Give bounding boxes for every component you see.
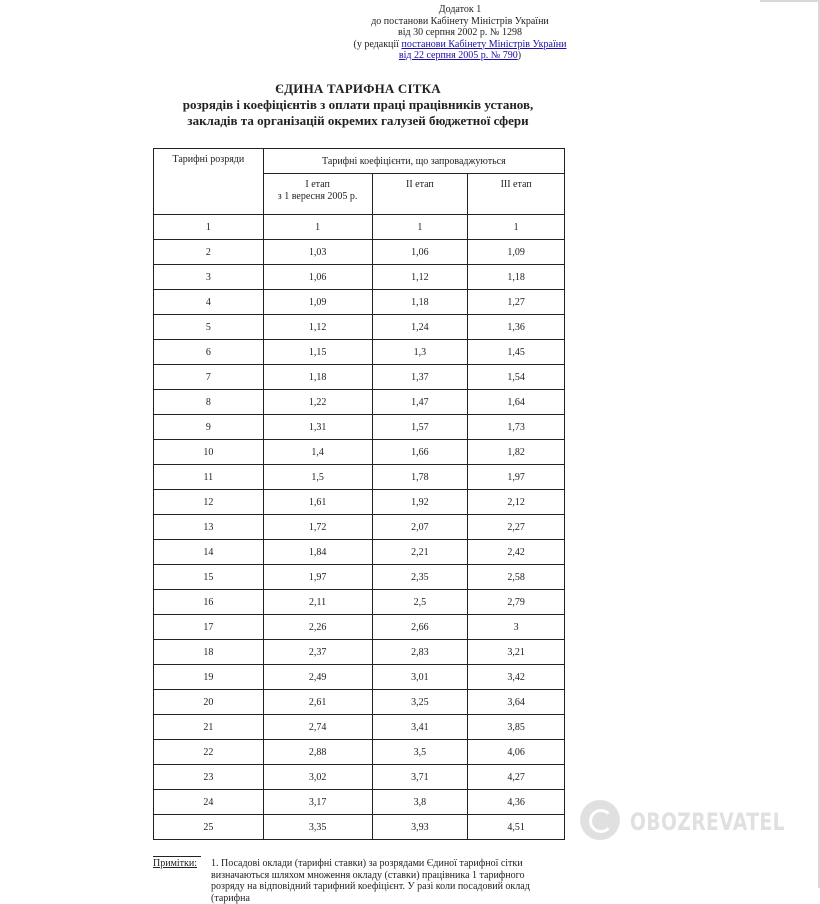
cell-stage-3: 3,85 bbox=[468, 715, 565, 740]
cell-grade: 7 bbox=[154, 365, 264, 390]
cell-stage-2: 3,71 bbox=[372, 765, 468, 790]
decree-reference: до постанови Кабінету Міністрів України bbox=[371, 15, 549, 27]
cell-stage-2: 3,01 bbox=[372, 665, 468, 690]
cell-stage-1: 2,61 bbox=[263, 690, 372, 715]
watermark bbox=[580, 798, 790, 848]
cell-stage-3: 1,73 bbox=[468, 415, 565, 440]
header-grade: Тарифні розряди bbox=[154, 149, 264, 215]
cell-stage-2: 1,18 bbox=[372, 290, 468, 315]
table-row bbox=[154, 440, 565, 465]
cell-grade: 25 bbox=[154, 815, 264, 840]
cell-stage-3: 3,21 bbox=[468, 640, 565, 665]
cell-stage-1: 1,72 bbox=[263, 515, 372, 540]
edition-note-date bbox=[340, 50, 580, 62]
cell-stage-1: 1,5 bbox=[263, 465, 372, 490]
notes-label: Примітки: bbox=[153, 858, 198, 869]
table-row bbox=[154, 290, 565, 315]
cell-stage-3: 3,64 bbox=[468, 690, 565, 715]
cell-stage-2: 1,3 bbox=[372, 340, 468, 365]
cell-stage-2: 1,78 bbox=[372, 465, 468, 490]
cell-grade: 15 bbox=[154, 565, 264, 590]
cell-stage-2: 1,12 bbox=[372, 265, 468, 290]
table-row bbox=[154, 365, 565, 390]
cell-stage-1: 2,26 bbox=[263, 615, 372, 640]
notes-divider bbox=[153, 856, 201, 857]
cell-grade: 1 bbox=[154, 215, 264, 240]
cell-stage-1: 1,4 bbox=[263, 440, 372, 465]
cell-stage-2: 2,07 bbox=[372, 515, 468, 540]
cell-stage-2: 1,92 bbox=[372, 490, 468, 515]
cell-grade: 21 bbox=[154, 715, 264, 740]
cell-grade: 12 bbox=[154, 490, 264, 515]
cell-stage-2: 1 bbox=[372, 215, 468, 240]
obozrevatel-logo-icon bbox=[580, 800, 620, 840]
cell-grade: 10 bbox=[154, 440, 264, 465]
stage-1-label: I етап bbox=[305, 179, 330, 190]
cell-stage-2: 1,66 bbox=[372, 440, 468, 465]
cell-stage-3: 2,12 bbox=[468, 490, 565, 515]
cell-grade: 18 bbox=[154, 640, 264, 665]
cell-stage-3: 4,06 bbox=[468, 740, 565, 765]
page-top-border bbox=[760, 0, 820, 2]
table-row bbox=[154, 690, 565, 715]
table-row bbox=[154, 615, 565, 640]
table-row bbox=[154, 265, 565, 290]
cell-grade: 3 bbox=[154, 265, 264, 290]
cell-stage-2: 3,25 bbox=[372, 690, 468, 715]
decree-date-link[interactable]: від 22 серпня 2005 р. № 790 bbox=[398, 50, 518, 61]
cell-stage-1: 1,15 bbox=[263, 340, 372, 365]
edition-prefix: (у редакції bbox=[353, 38, 402, 50]
cell-grade: 14 bbox=[154, 540, 264, 565]
header-stage-1 bbox=[263, 174, 372, 215]
cell-stage-3: 1,18 bbox=[468, 265, 565, 290]
cell-stage-1: 1,09 bbox=[263, 290, 372, 315]
cell-stage-1: 2,49 bbox=[263, 665, 372, 690]
cell-grade: 2 bbox=[154, 240, 264, 265]
cell-grade: 5 bbox=[154, 315, 264, 340]
table-row bbox=[154, 765, 565, 790]
cell-stage-3: 1,82 bbox=[468, 440, 565, 465]
cell-grade: 9 bbox=[154, 415, 264, 440]
cell-stage-2: 1,37 bbox=[372, 365, 468, 390]
cell-stage-3: 1,97 bbox=[468, 465, 565, 490]
cell-stage-1: 2,11 bbox=[263, 590, 372, 615]
table-row bbox=[154, 590, 565, 615]
cell-stage-2: 2,83 bbox=[372, 640, 468, 665]
cell-stage-2: 3,41 bbox=[372, 715, 468, 740]
cell-stage-2: 3,93 bbox=[372, 815, 468, 840]
cell-stage-3: 1 bbox=[468, 215, 565, 240]
header-stage-3: III етап bbox=[468, 174, 565, 215]
table-row bbox=[154, 790, 565, 815]
cell-grade: 11 bbox=[154, 465, 264, 490]
cell-grade: 16 bbox=[154, 590, 264, 615]
stage-1-date: з 1 вересня 2005 р. bbox=[277, 191, 358, 202]
cell-stage-3: 4,36 bbox=[468, 790, 565, 815]
cell-stage-1: 1,22 bbox=[263, 390, 372, 415]
table-header-row bbox=[154, 149, 565, 174]
cell-stage-2: 3,5 bbox=[372, 740, 468, 765]
table-row bbox=[154, 390, 565, 415]
cell-stage-2: 2,66 bbox=[372, 615, 468, 640]
cell-stage-3: 1,27 bbox=[468, 290, 565, 315]
cell-stage-2: 2,35 bbox=[372, 565, 468, 590]
appendix-number: Додаток 1 bbox=[438, 4, 482, 15]
table-row bbox=[154, 415, 565, 440]
cell-stage-1: 3,17 bbox=[263, 790, 372, 815]
cell-stage-3: 1,45 bbox=[468, 340, 565, 365]
edition-suffix: ) bbox=[517, 50, 522, 61]
edition-note bbox=[340, 39, 580, 51]
title-subtitle-1: розрядів і коефіцієнтів з оплати праці працівників установ, bbox=[182, 97, 534, 112]
cell-stage-1: 1,18 bbox=[263, 365, 372, 390]
cell-grade: 13 bbox=[154, 515, 264, 540]
cell-stage-3: 4,51 bbox=[468, 815, 565, 840]
title-main: ЄДИНА ТАРИФНА СІТКА bbox=[275, 81, 441, 96]
cell-stage-3: 1,09 bbox=[468, 240, 565, 265]
cell-stage-2: 2,5 bbox=[372, 590, 468, 615]
cell-stage-3: 3 bbox=[468, 615, 565, 640]
table-row bbox=[154, 490, 565, 515]
cell-stage-1: 1 bbox=[263, 215, 372, 240]
decree-date: від 30 серпня 2002 р. № 1298 bbox=[398, 27, 522, 38]
table-row bbox=[154, 715, 565, 740]
table-row bbox=[154, 540, 565, 565]
table-row bbox=[154, 515, 565, 540]
cell-stage-1: 1,61 bbox=[263, 490, 372, 515]
cell-stage-2: 2,21 bbox=[372, 540, 468, 565]
cell-stage-3: 2,58 bbox=[468, 565, 565, 590]
cell-stage-3: 2,27 bbox=[468, 515, 565, 540]
cell-stage-3: 2,79 bbox=[468, 590, 565, 615]
cell-stage-1: 1,03 bbox=[263, 240, 372, 265]
table-row bbox=[154, 815, 565, 840]
cell-grade: 24 bbox=[154, 790, 264, 815]
cell-grade: 8 bbox=[154, 390, 264, 415]
table-row bbox=[154, 465, 565, 490]
cell-stage-1: 1,84 bbox=[263, 540, 372, 565]
cell-stage-1: 1,06 bbox=[263, 265, 372, 290]
table-row bbox=[154, 740, 565, 765]
cell-stage-2: 1,57 bbox=[372, 415, 468, 440]
table-row bbox=[154, 215, 565, 240]
header-stage-2: II етап bbox=[372, 174, 468, 215]
cell-stage-3: 1,54 bbox=[468, 365, 565, 390]
title-subtitle-2: закладів та організацій окремих галузей бюджетної сфери bbox=[187, 113, 529, 128]
cell-grade: 17 bbox=[154, 615, 264, 640]
notes-text: 1. Посадові оклади (тарифні ставки) за розрядами Єдиної тарифної сітки визначаються шляхом множення окладу (ставки) працівника 1 тарифного розряду на відповідний тарифний коефіцієнт. У разі коли посадовий оклад (тарифна bbox=[211, 858, 530, 904]
decree-link[interactable]: постанови Кабінету Міністрів України bbox=[401, 38, 567, 50]
cell-grade: 19 bbox=[154, 665, 264, 690]
cell-grade: 20 bbox=[154, 690, 264, 715]
cell-stage-1: 2,88 bbox=[263, 740, 372, 765]
table-row bbox=[154, 240, 565, 265]
cell-grade: 4 bbox=[154, 290, 264, 315]
table-row bbox=[154, 340, 565, 365]
table-row bbox=[154, 640, 565, 665]
cell-grade: 23 bbox=[154, 765, 264, 790]
cell-grade: 22 bbox=[154, 740, 264, 765]
cell-stage-1: 3,35 bbox=[263, 815, 372, 840]
cell-grade: 6 bbox=[154, 340, 264, 365]
cell-stage-2: 3,8 bbox=[372, 790, 468, 815]
cell-stage-2: 1,24 bbox=[372, 315, 468, 340]
watermark-text: OBOZREVATEL bbox=[630, 808, 785, 836]
cell-stage-1: 2,74 bbox=[263, 715, 372, 740]
cell-stage-3: 1,64 bbox=[468, 390, 565, 415]
cell-stage-3: 4,27 bbox=[468, 765, 565, 790]
cell-stage-3: 3,42 bbox=[468, 665, 565, 690]
cell-stage-1: 2,37 bbox=[263, 640, 372, 665]
cell-stage-3: 1,36 bbox=[468, 315, 565, 340]
table-row bbox=[154, 565, 565, 590]
cell-stage-2: 1,06 bbox=[372, 240, 468, 265]
cell-stage-1: 3,02 bbox=[263, 765, 372, 790]
document-title bbox=[150, 80, 566, 129]
table-row bbox=[154, 315, 565, 340]
cell-stage-3: 2,42 bbox=[468, 540, 565, 565]
cell-stage-1: 1,31 bbox=[263, 415, 372, 440]
cell-stage-2: 1,47 bbox=[372, 390, 468, 415]
tariff-grid-table bbox=[153, 148, 565, 840]
cell-stage-1: 1,12 bbox=[263, 315, 372, 340]
cell-stage-1: 1,97 bbox=[263, 565, 372, 590]
table-row bbox=[154, 665, 565, 690]
header-coefficients: Тарифні коефіцієнти, що запроваджуються bbox=[263, 149, 564, 174]
appendix-header bbox=[340, 4, 580, 62]
